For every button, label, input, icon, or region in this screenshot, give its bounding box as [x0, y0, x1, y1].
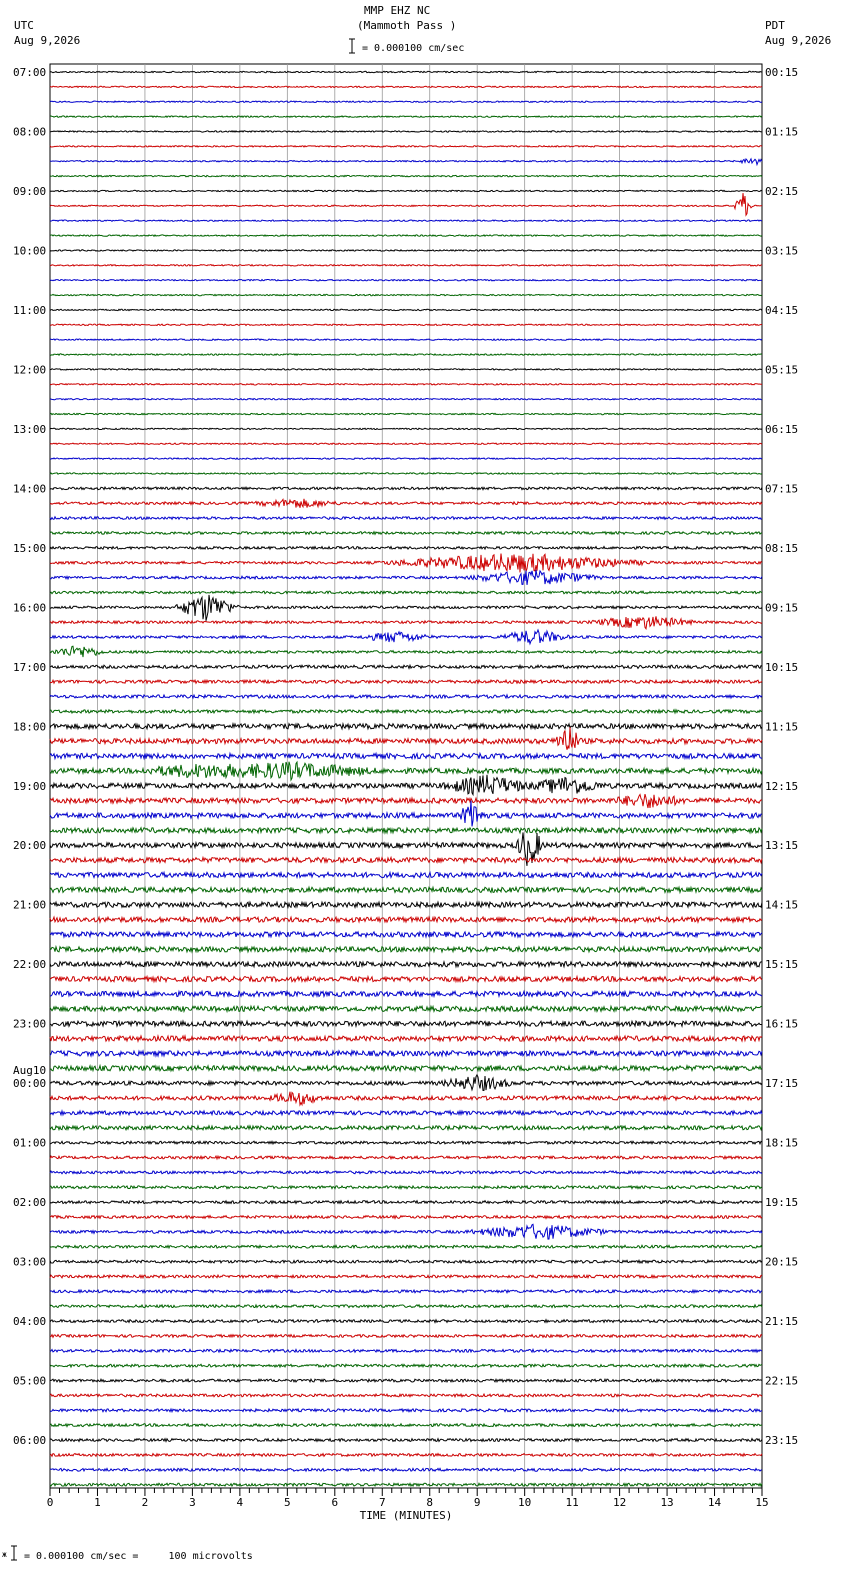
pdt-hour-label: 14:15	[765, 898, 799, 912]
pdt-hour-label: 21:15	[765, 1315, 799, 1329]
x-tick-label: 13	[660, 1496, 674, 1509]
trace-line	[50, 309, 762, 310]
trace-line	[50, 753, 762, 758]
trace-line	[50, 828, 762, 833]
date-change-label: Aug10	[13, 1064, 47, 1078]
trace-line	[50, 458, 762, 459]
trace-line	[50, 1468, 762, 1471]
pdt-hour-label: 01:15	[765, 125, 799, 139]
trace-line	[50, 1394, 762, 1397]
x-tick-label: 12	[612, 1496, 627, 1509]
pdt-hour-label: 15:15	[765, 958, 799, 972]
pdt-hour-label: 13:15	[765, 839, 799, 853]
trace-line	[50, 413, 762, 414]
trace-line	[50, 1335, 762, 1338]
utc-hour-label: 02:00	[13, 1196, 47, 1210]
trace-line	[50, 962, 762, 967]
utc-hour-label: 05:00	[13, 1374, 47, 1388]
trace-line	[50, 1021, 762, 1026]
utc-hour-label: 18:00	[13, 720, 47, 734]
trace-line	[50, 443, 762, 444]
utc-hour-label: 13:00	[13, 422, 47, 436]
x-tick-label: 4	[236, 1496, 244, 1509]
trace-line	[50, 1379, 762, 1382]
trace-line	[50, 473, 762, 474]
trace-line	[50, 354, 762, 355]
trace-line	[50, 872, 762, 877]
trace-line	[50, 1439, 762, 1442]
x-tick-label: 9	[473, 1496, 481, 1509]
trace-line	[50, 1424, 762, 1427]
utc-hour-label: 10:00	[13, 244, 47, 258]
trace-line	[50, 724, 762, 729]
station-title: MMP EHZ NC	[364, 4, 431, 17]
trace-line	[50, 190, 762, 191]
utc-hour-label: 19:00	[13, 779, 47, 793]
x-tick-label: 7	[378, 1496, 386, 1509]
trace-line	[50, 369, 762, 370]
trace-line	[50, 801, 762, 827]
utc-hour-label: 11:00	[13, 303, 47, 317]
trace-line	[50, 727, 762, 750]
trace-line	[50, 220, 762, 221]
trace-line	[50, 1186, 762, 1189]
trace-line	[50, 887, 762, 892]
trace-line	[50, 932, 762, 937]
trace-line	[50, 762, 762, 780]
trace-line	[50, 1111, 762, 1115]
trace-line	[50, 398, 762, 399]
pdt-hour-label: 10:15	[765, 660, 799, 674]
footer-scale-label: = 0.000100 cm/sec = 100 microvolts	[24, 1551, 253, 1562]
trace-line	[50, 1320, 762, 1323]
trace-line	[50, 159, 762, 165]
trace-line	[50, 116, 762, 117]
utc-hour-label: 22:00	[13, 958, 47, 972]
x-tick-label: 1	[94, 1496, 101, 1509]
trace-line	[50, 947, 762, 952]
trace-line	[50, 1066, 762, 1071]
trace-line	[50, 1275, 762, 1278]
utc-hour-label: 20:00	[13, 839, 47, 853]
utc-hour-label: 21:00	[13, 898, 47, 912]
pdt-hour-label: 05:15	[765, 363, 799, 377]
utc-hour-label: 01:00	[13, 1136, 47, 1150]
trace-line	[50, 1245, 762, 1248]
trace-line	[50, 101, 762, 102]
x-tick-label: 8	[426, 1496, 434, 1509]
trace-line	[50, 339, 762, 340]
pdt-hour-label: 02:15	[765, 184, 799, 198]
right-date: Aug 9,2026	[765, 34, 832, 47]
pdt-hour-label: 18:15	[765, 1136, 799, 1150]
trace-line	[50, 1216, 762, 1219]
trace-line	[50, 1171, 762, 1174]
trace-line	[50, 265, 762, 266]
trace-line	[50, 1409, 762, 1412]
trace-line	[50, 86, 762, 87]
trace-line	[50, 554, 762, 573]
trace-line	[50, 428, 762, 429]
pdt-hour-label: 09:15	[765, 601, 799, 615]
utc-hour-label: 08:00	[13, 125, 47, 139]
pdt-hour-label: 00:15	[765, 66, 799, 79]
pdt-hour-label: 22:15	[765, 1374, 799, 1388]
trace-line	[50, 487, 762, 490]
x-tick-label: 0	[46, 1496, 54, 1509]
x-tick-label: 6	[331, 1496, 339, 1509]
trace-line	[50, 250, 762, 251]
left-timezone: UTC	[14, 19, 34, 32]
x-tick-label: 2	[141, 1496, 149, 1509]
trace-line	[50, 1075, 762, 1091]
trace-line	[50, 517, 762, 520]
trace-line	[50, 280, 762, 281]
pdt-hour-label: 08:15	[765, 541, 799, 555]
trace-line	[50, 547, 762, 550]
utc-hour-label: 07:00	[13, 66, 47, 79]
trace-line	[50, 616, 762, 628]
utc-hour-label: 06:00	[13, 1434, 47, 1448]
trace-line	[50, 294, 762, 295]
pdt-hour-label: 03:15	[765, 244, 799, 258]
utc-hour-label: 16:00	[13, 601, 47, 615]
trace-line	[50, 665, 762, 668]
pdt-hour-label: 23:15	[765, 1434, 799, 1448]
trace-line	[50, 175, 762, 176]
trace-line	[50, 695, 762, 698]
trace-line	[50, 680, 762, 683]
trace-line	[50, 1051, 762, 1056]
trace-line	[50, 324, 762, 325]
trace-line	[50, 1364, 762, 1367]
scale-label: = 0.000100 cm/sec	[362, 43, 465, 54]
trace-line	[50, 1141, 762, 1144]
x-tick-label: 5	[284, 1496, 291, 1509]
utc-hour-label: 12:00	[13, 363, 47, 377]
trace-line	[50, 1454, 762, 1457]
trace-line	[50, 1305, 762, 1308]
trace-line	[50, 595, 762, 621]
trace-line	[50, 591, 762, 594]
x-tick-label: 15	[755, 1496, 769, 1509]
trace-line	[50, 1260, 762, 1263]
trace-line	[50, 71, 762, 72]
trace-line	[50, 1092, 762, 1105]
trace-line	[50, 193, 762, 215]
plot-frame	[50, 64, 762, 1488]
trace-line	[50, 917, 762, 922]
pdt-hour-label: 20:15	[765, 1255, 799, 1269]
trace-line	[50, 991, 762, 996]
utc-hour-label: 00:00	[13, 1077, 47, 1091]
utc-hour-label: 14:00	[13, 482, 47, 496]
right-timezone: PDT	[765, 19, 785, 32]
pdt-hour-label: 11:15	[765, 720, 799, 734]
trace-line	[50, 794, 762, 808]
trace-line	[50, 858, 762, 863]
x-tick-label: 3	[189, 1496, 196, 1509]
trace-line	[50, 532, 762, 535]
trace-line	[50, 1201, 762, 1204]
trace-line	[50, 499, 762, 508]
location-title: (Mammoth Pass )	[357, 19, 457, 32]
utc-hour-label: 17:00	[13, 660, 47, 674]
x-tick-label: 11	[565, 1496, 579, 1509]
trace-line	[50, 1156, 762, 1159]
trace-line	[50, 384, 762, 385]
trace-line	[50, 630, 762, 644]
utc-hour-label: 04:00	[13, 1315, 47, 1329]
trace-line	[50, 1126, 762, 1130]
trace-line	[50, 1036, 762, 1041]
pdt-hour-label: 17:15	[765, 1077, 799, 1091]
utc-hour-label: 03:00	[13, 1255, 47, 1269]
trace-line	[50, 1349, 762, 1352]
x-tick-label: 10	[518, 1496, 532, 1509]
pdt-hour-label: 16:15	[765, 1017, 799, 1031]
x-tick-label: 14	[707, 1496, 722, 1509]
trace-line	[50, 235, 762, 236]
pdt-hour-label: 12:15	[765, 779, 799, 793]
x-axis-label: TIME (MINUTES)	[359, 1509, 453, 1522]
trace-line	[50, 710, 762, 713]
utc-hour-label: 15:00	[13, 541, 47, 555]
pdt-hour-label: 06:15	[765, 422, 799, 436]
pdt-hour-label: 19:15	[765, 1196, 799, 1210]
trace-line	[50, 146, 762, 147]
footer-marker: ж	[2, 1550, 7, 1559]
trace-line	[50, 977, 762, 982]
trace-line	[50, 1224, 762, 1239]
utc-hour-label: 23:00	[13, 1017, 47, 1031]
trace-line	[50, 1290, 762, 1293]
trace-line	[50, 775, 762, 795]
footer-scale-bar-icon	[9, 1545, 19, 1561]
utc-hour-label: 09:00	[13, 184, 47, 198]
pdt-hour-label: 04:15	[765, 303, 799, 317]
trace-line	[50, 131, 762, 132]
trace-line	[50, 1006, 762, 1011]
pdt-hour-label: 07:15	[765, 482, 799, 496]
trace-line	[50, 902, 762, 907]
trace-line	[50, 1483, 762, 1486]
trace-line	[50, 646, 762, 657]
left-date: Aug 9,2026	[14, 34, 81, 47]
trace-line	[50, 570, 762, 585]
